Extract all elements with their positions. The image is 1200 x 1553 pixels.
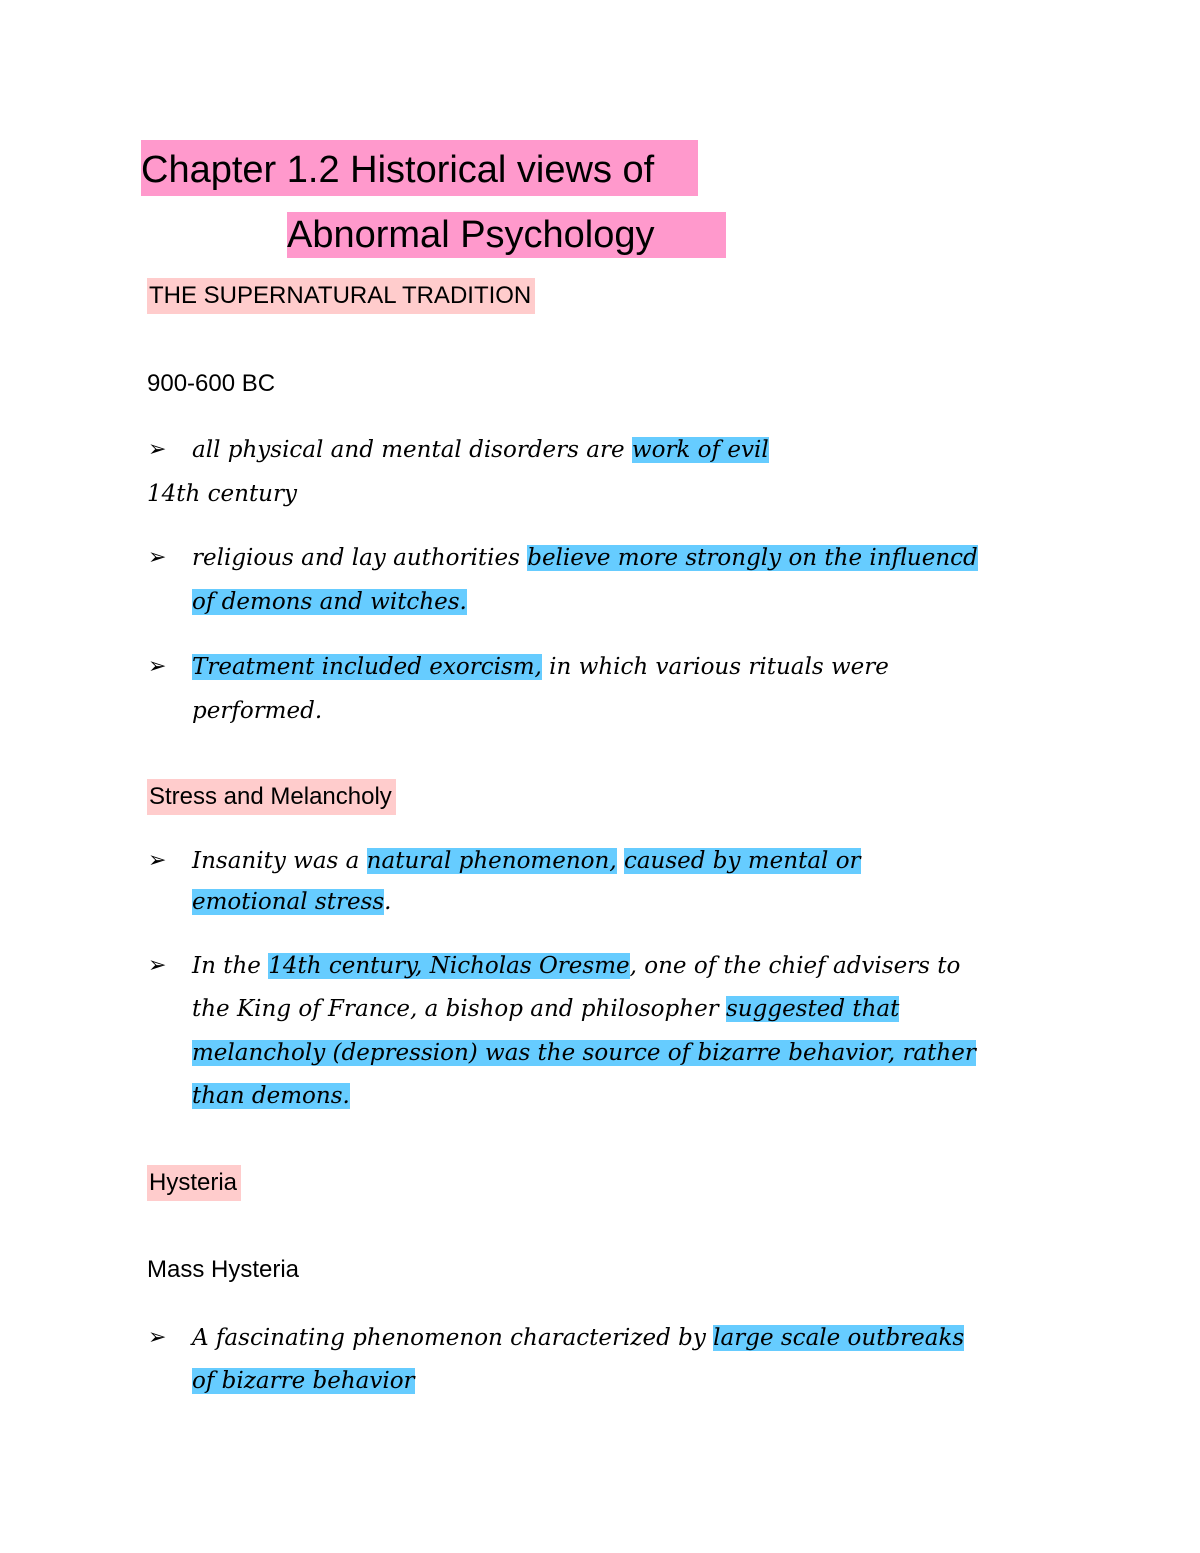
key-phrase-highlight: suggested that — [726, 996, 900, 1022]
list-item-text: religious and lay authorities — [192, 545, 528, 571]
period-label-14th-century: 14th century — [147, 481, 297, 507]
arrowhead-bullet-icon: ➢ — [148, 654, 167, 679]
key-phrase-highlight: of bizarre behavior — [192, 1368, 415, 1394]
title-text-1: Chapter 1.2 Historical views of — [141, 149, 655, 191]
list-item-text: the King of France, a bishop and philosopher — [192, 996, 726, 1022]
section-heading-supernatural: THE SUPERNATURAL TRADITION — [147, 278, 535, 314]
list-item-insanity-cont — [192, 884, 391, 920]
list-item-mass-hysteria — [192, 1320, 964, 1356]
list-item-evil — [192, 432, 769, 468]
page-title-line-2 — [287, 212, 726, 258]
key-phrase-highlight: work of evil — [631, 437, 769, 463]
list-item-text: In the — [192, 953, 269, 979]
arrowhead-bullet-icon: ➢ — [148, 1325, 167, 1350]
list-item-exorcism — [192, 649, 889, 685]
subheading-mass-hysteria: Mass Hysteria — [147, 1256, 300, 1283]
section-heading-stress: Stress and Melancholy — [147, 779, 396, 815]
key-phrase-highlight: caused by mental or — [623, 848, 861, 874]
list-item-text: in which various rituals were — [541, 654, 889, 680]
list-item-authorities-cont — [192, 584, 467, 620]
list-item-text: . — [384, 889, 392, 915]
arrowhead-bullet-icon: ➢ — [148, 545, 167, 570]
period-label-900-600-bc: 900-600 BC — [147, 370, 276, 397]
list-item-text: A fascinating phenomenon characterized by — [192, 1325, 714, 1351]
list-item-oresme-cont-1 — [192, 991, 899, 1027]
key-phrase-highlight: melancholy (depression) was the source of bizarre behavior, rather — [192, 1040, 976, 1066]
list-item-text: Insanity was a — [192, 848, 367, 874]
list-item-authorities — [192, 540, 978, 576]
list-item-text: performed. — [192, 698, 323, 724]
arrowhead-bullet-icon: ➢ — [148, 848, 167, 873]
list-item-oresme-cont-2 — [192, 1035, 976, 1071]
list-item-mass-hysteria-cont — [192, 1363, 415, 1399]
arrowhead-bullet-icon: ➢ — [148, 437, 167, 462]
list-item-exorcism-cont — [192, 693, 322, 729]
key-phrase-highlight: emotional stress — [192, 889, 385, 915]
key-phrase-highlight: than demons. — [192, 1083, 350, 1109]
list-item-oresme-cont-3 — [192, 1078, 350, 1114]
key-phrase-highlight: 14th century, Nicholas Oresme — [268, 953, 630, 979]
list-item-text: all physical and mental disorders are — [192, 437, 632, 463]
arrowhead-bullet-icon: ➢ — [148, 953, 167, 978]
list-item-oresme — [192, 948, 960, 984]
key-phrase-highlight: believe more strongly on the influencd — [527, 545, 978, 571]
list-item-insanity — [192, 843, 861, 879]
list-item-text: , one of the chief advisers to — [629, 953, 961, 979]
key-phrase-highlight: of demons and witches. — [192, 589, 467, 615]
title-text-2: Abnormal Psychology — [287, 214, 655, 256]
key-phrase-highlight: natural phenomenon, — [366, 848, 617, 874]
key-phrase-highlight: Treatment included exorcism, — [192, 654, 542, 680]
page-title-line-1 — [141, 140, 698, 196]
key-phrase-highlight: large scale outbreaks — [713, 1325, 965, 1351]
section-heading-hysteria: Hysteria — [147, 1165, 241, 1201]
